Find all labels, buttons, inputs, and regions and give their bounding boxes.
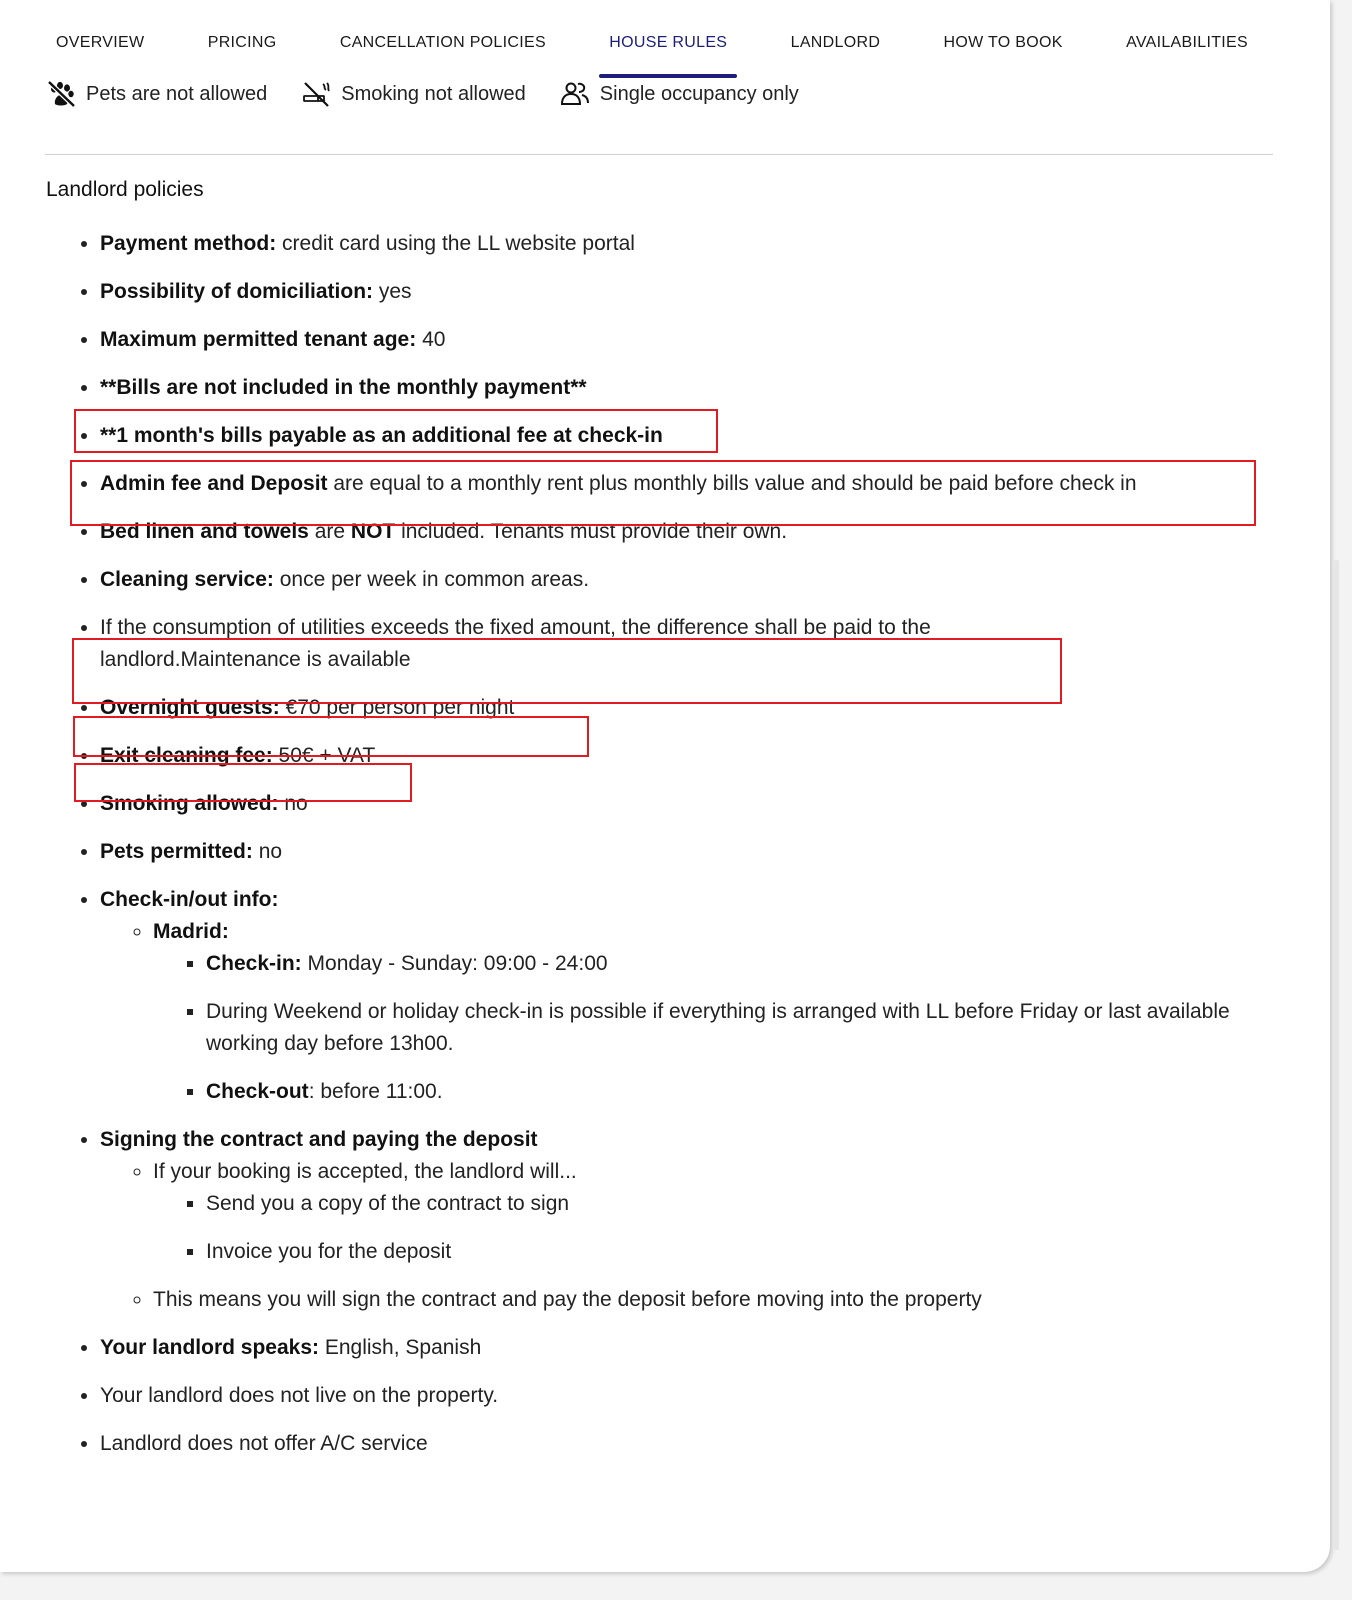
policy-overnight-guests: • Overnight guests: €70 per person per night — [100, 692, 1276, 724]
tab-overview[interactable]: OVERVIEW — [56, 34, 145, 51]
weekend-checkin: ▪ During Weekend or holiday check-in is possible if everything is arranged with LL before Friday or last available working day before 13h00. — [206, 996, 1276, 1060]
policy-domiciliation: • Possibility of domiciliation: yes — [100, 276, 1276, 308]
policy-pets: • Pets permitted: no — [100, 836, 1276, 868]
policy-contract: • Signing the contract and paying the deposit ◦ If your booking is accepted, the landlord will... ▪ Send you a copy of the contract to sign ▪ Invoice you for the deposit ◦ This means you will sign the contract and pay the deposit before moving into the property — [100, 1124, 1276, 1316]
rule-no-pets-label: Pets are not allowed — [86, 82, 268, 105]
policy-max-age: • Maximum permitted tenant age: 40 — [100, 324, 1276, 356]
policy-not-live: • Your landlord does not live on the property. — [100, 1380, 1276, 1412]
rule-no-smoking-label: Smoking not allowed — [341, 82, 526, 105]
tab-landlord[interactable]: LANDLORD — [790, 34, 881, 51]
tab-how-to-book[interactable]: HOW TO BOOK — [943, 34, 1063, 51]
policy-bills-checkin: • **1 month's bills payable as an additional fee at check-in — [100, 420, 1276, 452]
contract-send-copy: ▪ Send you a copy of the contract to sign — [206, 1188, 1276, 1220]
checkinout-city: ◦ Madrid: ▪ Check-in: Monday - Sunday: 09:00 - 24:00 ▪ During Weekend or holiday check-in is possible if everything is arranged with LL before Friday or last available working day before 13h00. ▪ Check-out: before 11:00. — [153, 916, 1276, 1108]
no-smoking-icon — [301, 80, 331, 108]
rule-single-occupancy-label: Single occupancy only — [599, 82, 799, 105]
section-title: Landlord policies — [46, 178, 204, 201]
policy-smoking: • Smoking allowed: no — [100, 788, 1276, 820]
tab-pricing[interactable]: PRICING — [207, 34, 277, 51]
policies-list — [46, 228, 1276, 1460]
tab-availabilities[interactable]: AVAILABILITIES — [1126, 34, 1248, 51]
contract-invoice: ▪ Invoice you for the deposit — [206, 1236, 1276, 1268]
policy-no-ac: • Landlord does not offer A/C service — [100, 1428, 1276, 1460]
scrollbar-track[interactable] — [1334, 560, 1339, 1550]
rule-no-smoking — [301, 80, 526, 108]
policy-exit-cleaning: • Exit cleaning fee: 50€ + VAT — [100, 740, 1276, 772]
no-pets-icon — [46, 80, 76, 108]
checkin-time: ▪ Check-in: Monday - Sunday: 09:00 - 24:00 — [206, 948, 1276, 980]
landlord-policies — [46, 228, 1276, 1476]
house-rules-summary — [46, 80, 799, 108]
contract-accepted: ◦ If your booking is accepted, the landlord will... ▪ Send you a copy of the contract to sign ▪ Invoice you for the deposit — [153, 1156, 1276, 1268]
checkout-time: ▪ Check-out: before 11:00. — [206, 1076, 1276, 1108]
rule-no-pets — [46, 80, 267, 108]
policy-admin-fee: • Admin fee and Deposit are equal to a monthly rent plus monthly bills value and should be paid before check in — [100, 468, 1276, 500]
contract-means: ◦ This means you will sign the contract and pay the deposit before moving into the property — [153, 1284, 1276, 1316]
single-occupancy-icon — [560, 81, 590, 107]
tab-house-rules[interactable]: HOUSE RULES — [599, 34, 737, 52]
policy-checkinout: • Check-in/out info: ◦ Madrid: ▪ Check-in: Monday - Sunday: 09:00 - 24:00 ▪ During Weekend or holiday check-in is possible if everything is arranged with LL before Friday or last available working day before 13h00. ▪ Check-out: before 11:00. — [100, 884, 1276, 1108]
tab-cancellation-policies[interactable]: CANCELLATION POLICIES — [339, 34, 546, 51]
policy-linen: • Bed linen and towels are NOT included. Tenants must provide their own. — [100, 516, 1276, 548]
rule-single-occupancy — [560, 81, 799, 107]
policy-payment-method: • Payment method: credit card using the LL website portal — [100, 228, 1276, 260]
policy-bills-not-included: • **Bills are not included in the monthly payment** — [100, 372, 1276, 404]
divider — [45, 154, 1273, 155]
policy-utilities: • If the consumption of utilities exceeds the fixed amount, the difference shall be paid to the landlord.Maintenance is available — [100, 612, 1276, 676]
policy-cleaning: • Cleaning service: once per week in common areas. — [100, 564, 1276, 596]
listing-tabs — [46, 28, 1258, 58]
policy-languages: • Your landlord speaks: English, Spanish — [100, 1332, 1276, 1364]
